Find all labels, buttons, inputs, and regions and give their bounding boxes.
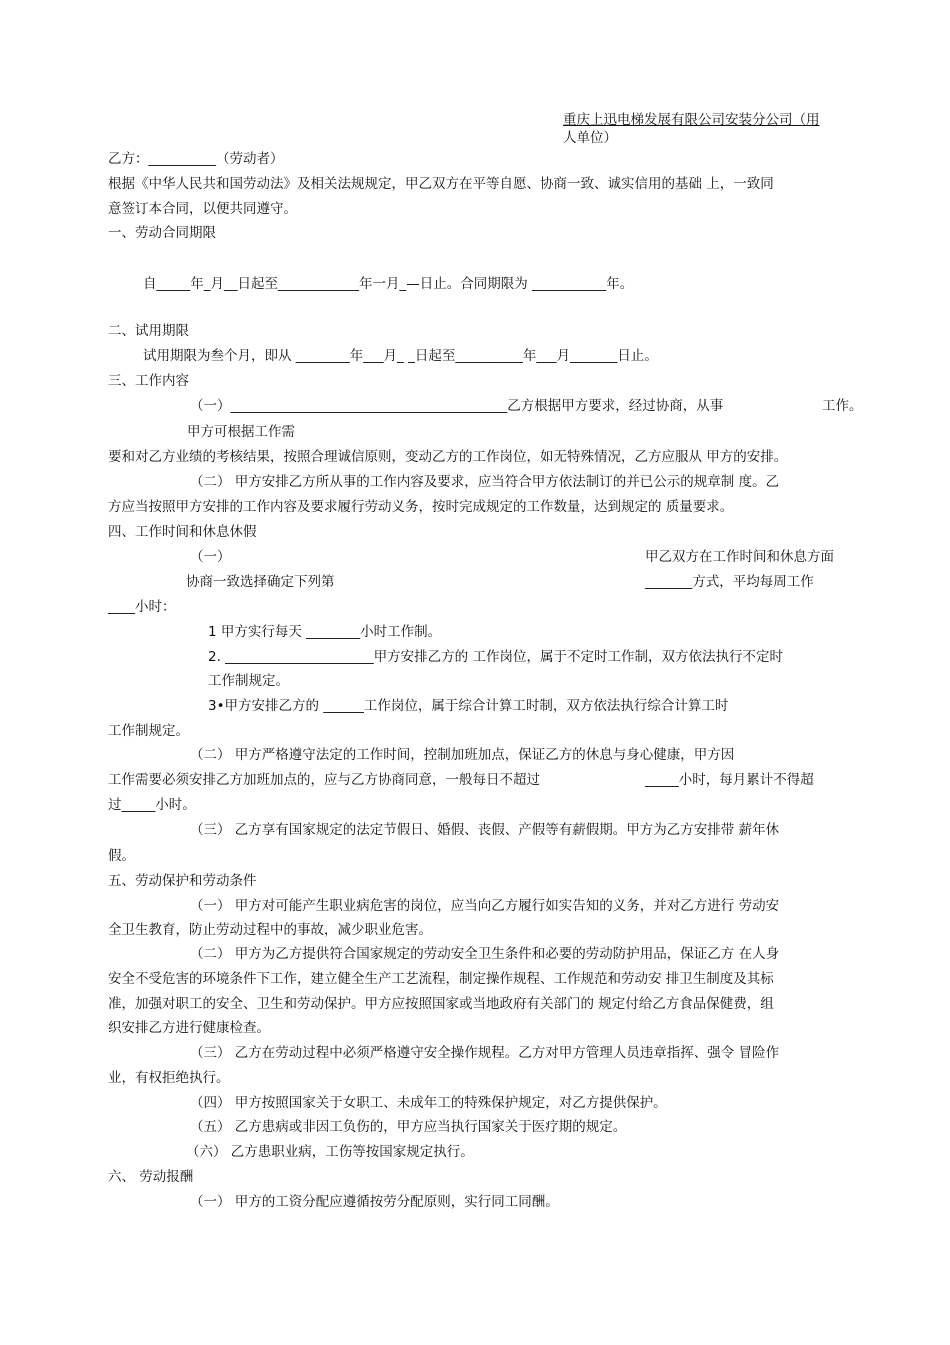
protection-clause4: （四） 甲方按照国家关于女职工、未成年工的特殊保护规定，对乙方提供保护。 [190, 1095, 667, 1111]
work-hours-clause1-line3: ____小时： [108, 599, 176, 615]
protection-clause3-line2: 业，有权拒绝执行。 [108, 1070, 230, 1086]
work-hours-clause1-right: 甲乙双方在工作时间和休息方面 [645, 549, 834, 565]
work-hours-clause3-line1: （三） 乙方享有国家规定的法定节假日、婚假、丧假、产假等有薪假期。甲方为乙方安排带 薪年休 [190, 822, 780, 838]
section5-heading: 五、劳动保护和劳动条件 [108, 873, 257, 889]
employer-name-line2: 人单位） [563, 130, 617, 146]
employer-name-line1: 重庆上迅电梯发展有限公司安装分公司（用 [563, 112, 820, 128]
work-content-clause2-line1: （二） 甲方安排乙方所从事的工作内容及要求，应当符合甲方依法制订的并已公示的规章制 度。乙 [190, 474, 780, 490]
remuneration-clause1: （一） 甲方的工资分配应遵循按劳分配原则，实行同工同酬。 [190, 1194, 559, 1210]
contract-term-line: 自_____年_月__日起至____________年一月_—日止。合同期限为 ___________年。 [143, 276, 634, 292]
work-hours-clause1-label: （一） [190, 549, 231, 565]
work-hours-option2-line1: 2. ______________________甲方安排乙方的 工作岗位，属于不定时工作制，双方依法执行不定时 [208, 649, 783, 665]
work-hours-clause1-line2: 协商一致选择确定下列第 [186, 574, 335, 590]
protection-clause6: （六） 乙方患职业病，工伤等按国家规定执行。 [186, 1144, 474, 1160]
protection-clause5: （五） 乙方患病或非因工负伤的，甲方应当执行国家关于医疗期的规定。 [190, 1119, 627, 1135]
protection-clause2-line4: 织安排乙方进行健康检查。 [108, 1020, 270, 1036]
work-hours-option2-line2: 工作制规定。 [208, 673, 289, 689]
intro-paragraph-line1: 根据《中华人民共和国劳动法》及相关法规规定，甲乙双方在平等自愿、协商一致、诚实信用的基础 上，一致同 [108, 176, 774, 192]
protection-clause2-line2: 安全不受危害的环境条件下工作，建立健全生产工艺流程，制定操作规程、工作规范和劳动安 排卫生制度及其标 [108, 971, 774, 987]
work-hours-option3-line1: 3•甲方安排乙方的 ______工作岗位，属于综合计算工时制，双方依法执行综合计算工时 [208, 698, 729, 714]
section4-heading: 四、工作时间和休息休假 [108, 524, 257, 540]
protection-clause1-line2: 全卫生教育，防止劳动过程中的事故，减少职业危害。 [108, 922, 432, 938]
work-hours-clause1-line2-right: _______方式，平均每周工作 [645, 574, 814, 590]
protection-clause2-line3: 准，加强对职工的安全、卫生和劳动保护。甲方应按照国家或当地政府有关部门的 规定付给乙方食品保健费，组 [108, 996, 774, 1012]
work-hours-option1: 1 甲方实行每天 ________小时工作制。 [208, 624, 442, 640]
section2-heading: 二、试用期限 [108, 323, 189, 339]
work-content-clause1-line3: 要和对乙方业绩的考核结果，按照合理诚信原则，变动乙方的工作岗位，如无特殊情况，乙方应服从 甲方的安排。 [108, 449, 788, 465]
section1-heading: 一、劳动合同期限 [108, 225, 216, 241]
protection-clause3-line1: （三） 乙方在劳动过程中必须严格遵守安全操作规程。乙方对甲方管理人员违章指挥、强令 冒险作 [190, 1045, 780, 1061]
protection-clause1-line1: （一） 甲方对可能产生职业病危害的岗位，应当向乙方履行如实告知的义务，并对乙方进行 劳动安 [190, 898, 780, 914]
party-b-line: 乙方：__________（劳动者） [108, 151, 284, 167]
work-hours-clause2-line3: 过_____小时。 [108, 797, 196, 813]
intro-paragraph-line2: 意签订本合同，以便共同遵守。 [108, 201, 297, 217]
work-content-clause1-end: 工作。 [822, 398, 863, 414]
section6-heading: 六、 劳动报酬 [108, 1169, 194, 1185]
section3-heading: 三、工作内容 [108, 373, 189, 389]
work-hours-clause3-line2: 假。 [108, 848, 135, 864]
work-content-clause2-line2: 方应当按照甲方安排的工作内容及要求履行劳动义务，按时完成规定的工作数量，达到规定的 质量要求。 [108, 499, 734, 515]
work-hours-clause2-line1: （二） 甲方严格遵守法定的工作时间，控制加班加点，保证乙方的休息与身心健康，甲方因 [190, 747, 735, 763]
work-hours-clause2-line2-right: _____小时，每月累计不得超 [645, 772, 814, 788]
work-hours-clause2-line2: 工作需要必须安排乙方加班加点的，应与乙方协商同意，一般每日不超过 [108, 772, 540, 788]
probation-line: 试用期限为叁个月，即从 ________年___月_ _日起至__________年___月_______日止。 [143, 348, 658, 364]
protection-clause2-line1: （二） 甲方为乙方提供符合国家规定的劳动安全卫生条件和必要的劳动防护用品，保证乙方 在人身 [190, 946, 780, 962]
work-content-clause1-line2: 甲方可根据工作需 [187, 424, 295, 440]
work-content-clause1-line1: （一）_________________________________________乙方根据甲方要求，经过协商，从事 [190, 398, 724, 414]
work-hours-option3-line2: 工作制规定。 [108, 723, 189, 739]
